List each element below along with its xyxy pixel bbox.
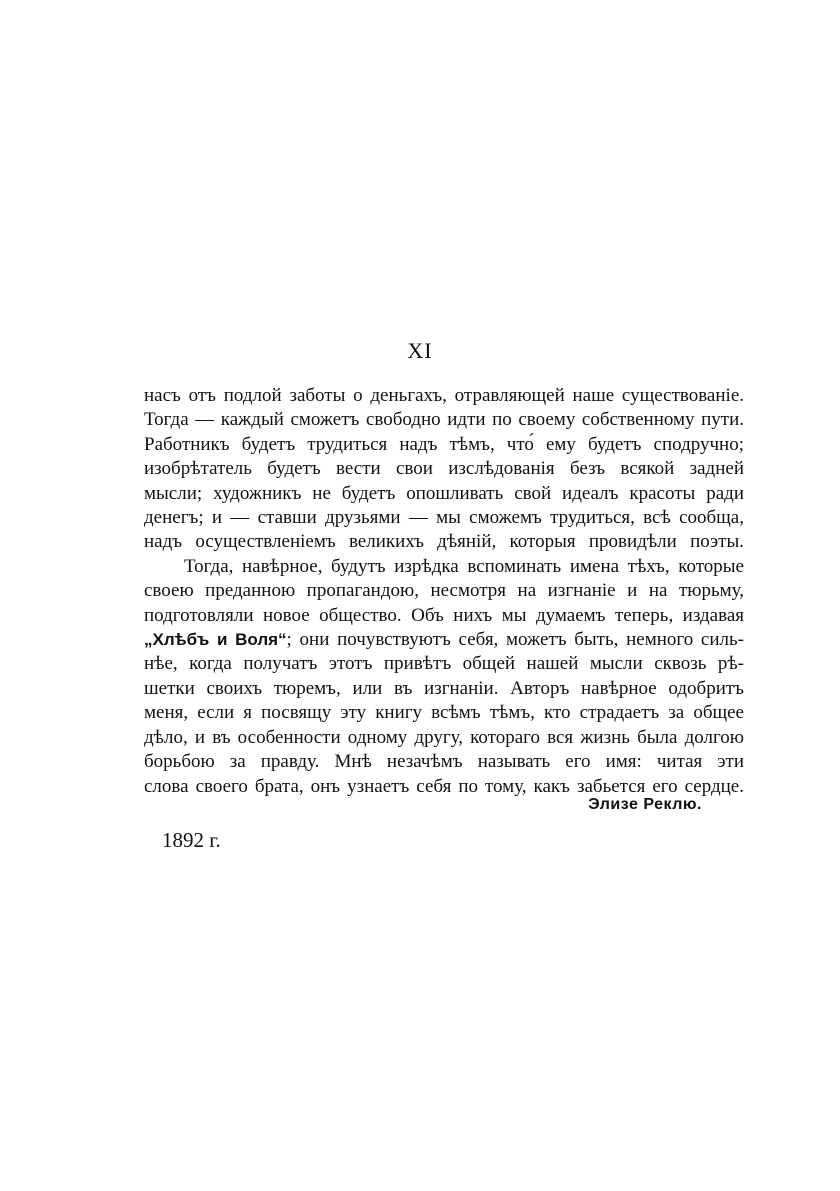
text-line: борьбою за правду. Мнѣ незачѣмъ называть его имя: читая эти xyxy=(144,751,744,773)
text-line: денегъ; и — ставши друзьями — мы сможемъ трудиться, всѣ сообща, xyxy=(144,507,744,529)
page-number: XI xyxy=(407,338,433,363)
date: 1892 г. xyxy=(162,828,221,852)
text-line: надъ осуществленіемъ великихъ дѣяній, которыя провидѣли поэты. xyxy=(144,531,744,553)
text-line: нѣе, когда получатъ этотъ привѣтъ общей нашей мысли сквозь рѣ- xyxy=(144,653,744,675)
text-line: дѣло, и въ особенности одному другу, котораго вся жизнь была долгою xyxy=(144,726,744,748)
text-line: Тогда, навѣрное, будутъ изрѣдка вспоминать имена тѣхъ, которые xyxy=(184,555,744,577)
text-line: слова своего брата, онъ узнаетъ себя по тому, какъ забьется его сердце. xyxy=(144,775,744,797)
text-line: изобрѣтатель будетъ вести свои изслѣдованія безъ всякой задней xyxy=(144,458,744,480)
text-line: подготовляли новое общество. Объ нихъ мы думаемъ теперь, издавая xyxy=(144,604,744,626)
text-line: Тогда — каждый сможетъ свободно идти по своему собственному пути. xyxy=(144,409,744,431)
text-line: меня, если я посвящу эту книгу всѣмъ тѣмъ, кто страдаетъ за общее xyxy=(144,702,744,724)
text-line: шетки своихъ тюремъ, или въ изгнаніи. Авторъ навѣрное одобритъ xyxy=(144,677,744,699)
paragraph-2 xyxy=(144,555,744,799)
text-line: насъ отъ подлой заботы о деньгахъ, отравляющей наше существованіе. xyxy=(144,385,744,406)
paragraph-1 xyxy=(144,384,744,555)
text-line-with-title xyxy=(144,628,744,652)
text-line: мысли; художникъ не будетъ опошливать свой идеалъ красоты ради xyxy=(144,482,744,504)
text-line: Работникъ будетъ трудиться надъ тѣмъ, что́ ему будетъ сподручно; xyxy=(144,433,744,455)
book-title: „Хлѣбъ и Воля“ xyxy=(144,630,287,650)
body-text xyxy=(144,384,744,799)
author-signature: Элизе Реклю. xyxy=(588,796,702,813)
text-line: своею преданною пропагандою, несмотря на изгнаніе и на тюрьму, xyxy=(144,580,744,602)
text-fragment: ; они почувствуютъ себя, можетъ быть, немного силь- xyxy=(286,629,744,651)
